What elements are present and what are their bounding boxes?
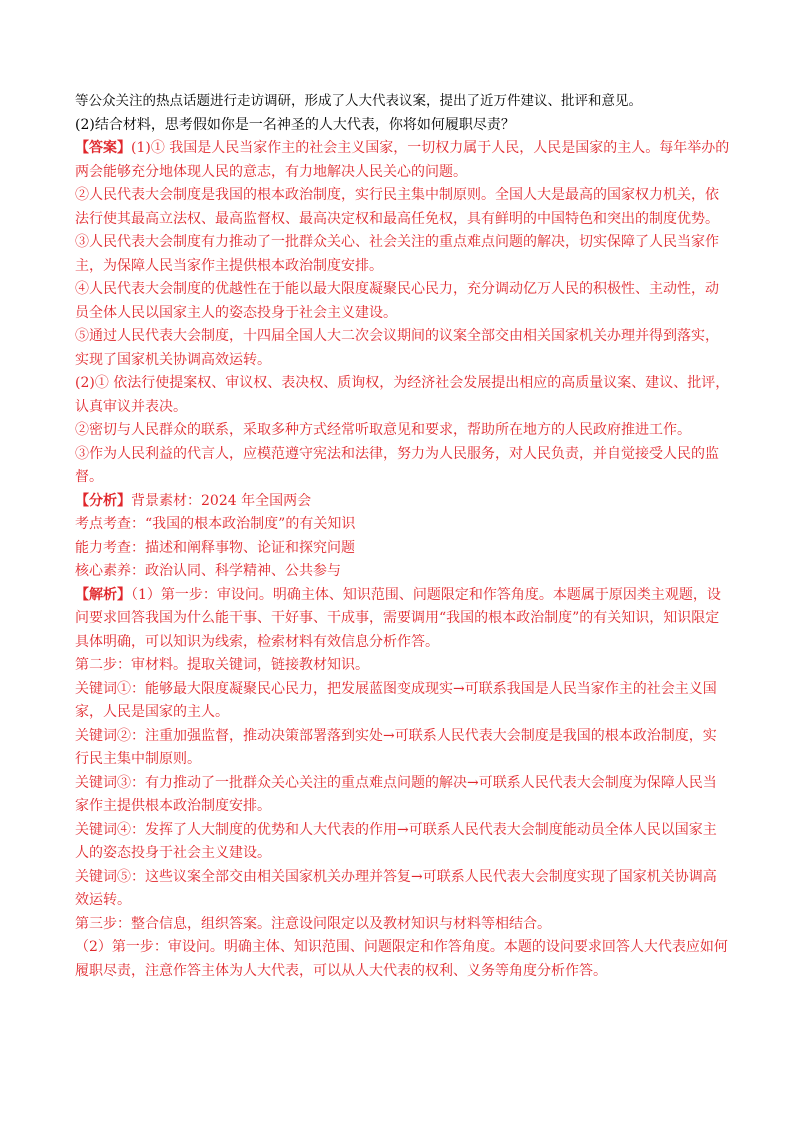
answer-1-point-1: 【答案】(1)① 我国是人民当家作主的社会主义国家，一切权力属于人民，人民是国家的主人。每年举办的两会能够充分地体现人民的意志，有力地解决人民关心的问题。 bbox=[75, 140, 730, 180]
analysis-section bbox=[75, 490, 730, 584]
explain-label: 【解析】 bbox=[75, 586, 131, 603]
analysis-nengli: 能力考查：描述和阐释事物、论证和探究问题 bbox=[75, 539, 355, 556]
document-body bbox=[75, 90, 730, 983]
explain-step-1: 【解析】（1）第一步：审设问。明确主体、知识范围、问题限定和作答角度。本题属于原因类主观题，设问要求回答我国为什么能干事、干好事、干成事，需要调用“我国的根本政治制度”的有关知识，知识限定具体明确，可以知识为线索，检索材料有效信息分析作答。 bbox=[75, 586, 721, 650]
answer-2-point-2: ②密切与人民群众的联系，采取多种方式经常听取意见和要求，帮助所在地方的人民政府推进工作。 bbox=[75, 422, 691, 438]
keyword-1: 关键词①：能够最大限度凝聚民心民力，把发展蓝图变成现实→可联系我国是人民当家作主的社会主义国家，人民是国家的主人。 bbox=[75, 680, 717, 720]
analysis-background: 【分析】背景素材：2024 年全国两会 bbox=[75, 492, 312, 509]
answer-2-point-1: (2)① 依法行使提案权、审议权、表决权、质询权，为经济社会发展提出相应的高质量议案、建议、批评，认真审议并表决。 bbox=[75, 375, 730, 415]
answer-1-point-5: ⑤通过人民代表大会制度，十四届全国人大二次会议期间的议案全部交由相关国家机关办理并得到落实，实现了国家机关协调高效运转。 bbox=[75, 328, 719, 368]
answer-label: 【答案】 bbox=[75, 140, 131, 156]
explain-step-2: 第二步：审材料。提取关键词，链接教材知识。 bbox=[75, 657, 369, 673]
keyword-5: 关键词⑤：这些议案全部交由相关国家机关办理并答复→可联系人民代表大会制度实现了国家机关协调高效运转。 bbox=[75, 868, 717, 908]
keyword-2: 关键词②：注重加强监督，推动决策部署落到实处→可联系人民代表大会制度是我国的根本政治制度，实行民主集中制原则。 bbox=[75, 727, 717, 767]
material-last-line: 等公众关注的热点话题进行走访调研，形成了人大代表议案，提出了近万件建议、批评和意见。 bbox=[75, 93, 642, 109]
explanation-section bbox=[75, 584, 730, 984]
explain-part-2: （2）第一步：审设问。明确主体、知识范围、问题限定和作答角度。本题的设问要求回答人大代表应如何履职尽责，注意作答主体为人大代表，可以从人大代表的权利、义务等角度分析作答。 bbox=[75, 939, 728, 979]
keyword-3: 关键词③：有力推动了一批群众关心关注的重点难点问题的解决→可联系人民代表大会制度为保障人民当家作主提供根本政治制度安排。 bbox=[75, 774, 717, 814]
keyword-4: 关键词④：发挥了人大制度的优势和人大代表的作用→可联系人民代表大会制度能动员全体人民以国家主人的姿态投身于社会主义建设。 bbox=[75, 821, 717, 861]
answer-1-point-2: ②人民代表大会制度是我国的根本政治制度，实行民主集中制原则。全国人大是最高的国家权力机关，依法行使其最高立法权、最高监督权、最高决定权和最高任免权，具有鲜明的中国特色和突出的制度优势。 bbox=[75, 187, 719, 227]
answer-1-point-4: ④人民代表大会制度的优越性在于能以最大限度凝聚民心民力，充分调动亿万人民的积极性、主动性，动员全体人民以国家主人的姿态投身于社会主义建设。 bbox=[75, 281, 719, 321]
analysis-kaodian: 考点考查：“我国的根本政治制度”的有关知识 bbox=[75, 516, 356, 532]
explain-step-3: 第三步：整合信息，组织答案。注意设问限定以及教材知识与材料等相结合。 bbox=[75, 915, 551, 932]
question-2: (2)结合材料，思考假如你是一名神圣的人大代表，你将如何履职尽责？ bbox=[75, 116, 515, 133]
answer-2-point-3: ③作为人民利益的代言人，应模范遵守宪法和法律，努力为人民服务，对人民负责，并自觉接受人民的监督。 bbox=[75, 445, 719, 485]
analysis-label: 【分析】 bbox=[75, 492, 131, 509]
answer-1-point-3: ③人民代表大会制度有力推动了一批群众关心、社会关注的重点难点问题的解决，切实保障了人民当家作主，为保障人民当家作主提供根本政治制度安排。 bbox=[75, 234, 719, 274]
analysis-suyang: 核心素养：政治认同、科学精神、公共参与 bbox=[75, 563, 341, 579]
answer-section bbox=[75, 137, 730, 490]
